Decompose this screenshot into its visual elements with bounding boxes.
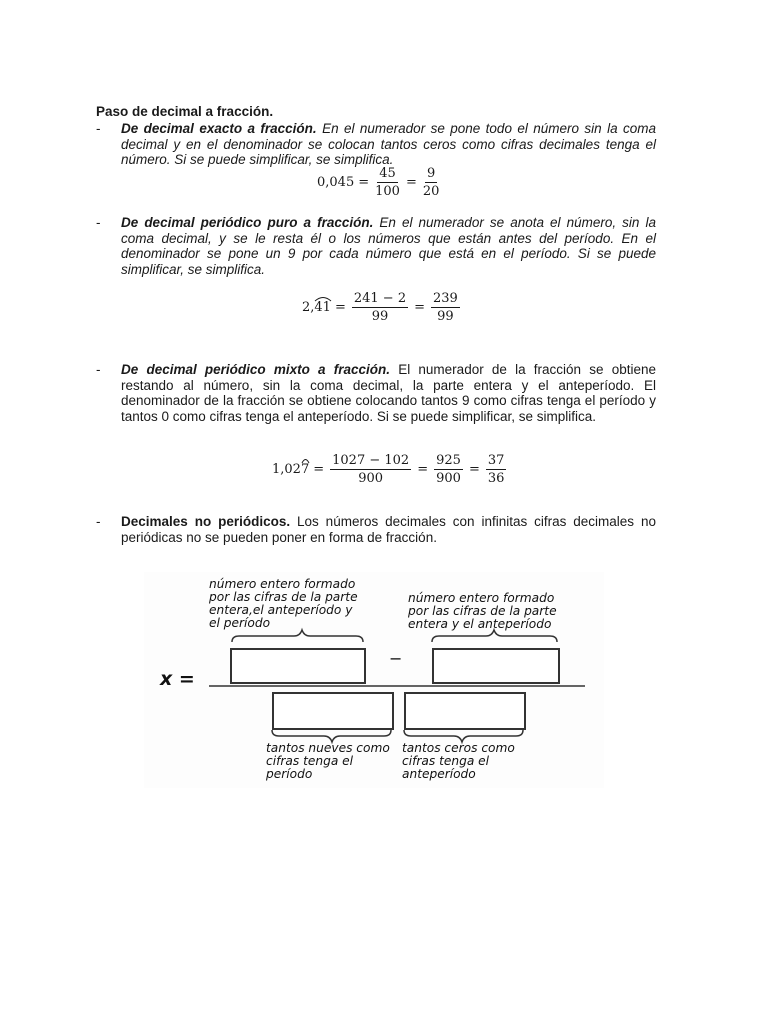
eq-lhs: [272, 462, 309, 477]
bullet-dash: -: [96, 215, 101, 230]
note-line: período: [266, 767, 313, 781]
eq-equals: =: [414, 300, 426, 315]
section-heading: De decimal periódico puro a fracción.: [121, 215, 374, 230]
note-line: tantos ceros como: [402, 741, 515, 755]
note-line: por las cifras de la parte: [408, 604, 557, 618]
fraction: [434, 453, 463, 486]
fraction-denominator: 99: [371, 309, 389, 324]
section-text: En el numerador se anota el número, sin la coma decimal, y se le resta él o los números que están antes del período. En el denominador se pone un 9 por cada número que está en el período. Si se puede simplificar, se simplifica.: [121, 215, 656, 277]
fraction: [330, 453, 411, 486]
fraction-numerator: 37: [487, 453, 505, 468]
numerator-box-left: [230, 648, 366, 684]
note-bottom-right: [402, 742, 515, 781]
fraction-denominator: 100: [375, 184, 400, 199]
note-line: cifras tenga el: [266, 754, 354, 768]
eq-lhs-integer: 2,: [302, 300, 315, 315]
eq-lhs-period: 7: [300, 462, 310, 477]
fraction-denominator: 36: [487, 471, 505, 486]
note-line: número entero formado: [408, 591, 555, 605]
page-title: Paso de decimal a fracción.: [96, 104, 274, 119]
section-pure-periodic: [96, 215, 656, 277]
eq-equals: =: [313, 462, 325, 477]
fraction: [486, 453, 507, 486]
section-text: Los números decimales con infinitas cifras decimales no periódicas no se pueden poner en forma de fracción.: [121, 514, 656, 545]
fraction-numerator: 925: [436, 453, 461, 468]
note-line: tantos nueves como: [266, 741, 390, 755]
brace-top-left: [232, 630, 363, 642]
section-text: En el numerador se pone todo el número sin la coma decimal y en el denominador se colocan tantos ceros como cifras decimales tenga el número. Si se puede simplificar, se simplifica.: [121, 121, 656, 168]
eq-lhs-integer: 1,02: [272, 462, 301, 477]
section-text: El numerador de la fracción se obtiene restando al número, sin la coma decimal, la parte entera y el anteperíodo. El denominador de la fracción se obtiene colocando tantos 9 como cifras tenga el período y tantos 0 como cifras tenga el anteperíodo. Si se puede simplificar, se simplifica.: [121, 362, 656, 424]
numerator-box-right: [432, 648, 560, 684]
fraction-numerator: 241 − 2: [353, 291, 407, 306]
brace-top-right: [432, 630, 557, 642]
formula-diagram: [144, 572, 604, 788]
section-non-periodic: [96, 514, 656, 545]
note-line: entera,el anteperíodo y: [209, 603, 353, 617]
section-heading: Decimales no periódicos.: [121, 514, 291, 529]
fraction-denominator: 20: [422, 184, 440, 199]
eq-lhs: [302, 300, 331, 315]
eq-equals: =: [468, 462, 480, 477]
period-arc: [301, 462, 309, 477]
eq-equals: =: [417, 462, 429, 477]
note-line: anteperíodo: [402, 767, 476, 781]
equation-exact: [317, 166, 441, 199]
note-line: el período: [209, 616, 271, 630]
section-mixed-periodic: [96, 362, 656, 424]
eq-equals: =: [334, 300, 346, 315]
section-heading: De decimal periódico mixto a fracción.: [121, 362, 391, 377]
fraction-numerator: 9: [426, 166, 436, 181]
fraction-numerator: 45: [379, 166, 396, 181]
period-arc: [314, 300, 331, 315]
arc-icon: [314, 296, 332, 302]
note-bottom-left: [266, 742, 390, 781]
section-heading: De decimal exacto a fracción.: [121, 121, 317, 136]
fraction-denominator: 900: [436, 471, 461, 486]
eq-lhs: 0,045: [317, 175, 355, 190]
note-line: entera y el anteperíodo: [408, 617, 552, 631]
note-line: número entero formado: [209, 577, 356, 591]
fraction-denominator: 99: [437, 309, 454, 324]
equation-pure-periodic: [302, 291, 462, 324]
denominator-box-nines: [272, 692, 394, 730]
fraction-denominator: 900: [358, 471, 384, 486]
eq-equals: =: [358, 175, 370, 190]
fraction-numerator: 239: [433, 291, 458, 306]
equation-mixed-periodic: [272, 453, 508, 486]
denominator-box-zeros: [404, 692, 526, 730]
bullet-dash: -: [96, 514, 101, 529]
eq-equals: =: [405, 175, 417, 190]
eq-lhs-period: 41: [314, 300, 331, 315]
note-line: cifras tenga el: [402, 754, 490, 768]
minus-sign: −: [389, 649, 403, 668]
fraction-numerator: 1027 − 102: [332, 453, 410, 468]
fraction: [352, 291, 408, 324]
fraction: [375, 166, 400, 199]
note-line: por las cifras de la parte: [209, 590, 358, 604]
fraction: [423, 166, 440, 199]
section-exact-decimal: [96, 121, 656, 168]
fraction: [431, 291, 460, 324]
bullet-dash: -: [96, 362, 101, 377]
arc-icon: [301, 458, 310, 464]
x-equals-label: x =: [160, 668, 195, 690]
bullet-dash: -: [96, 121, 101, 136]
